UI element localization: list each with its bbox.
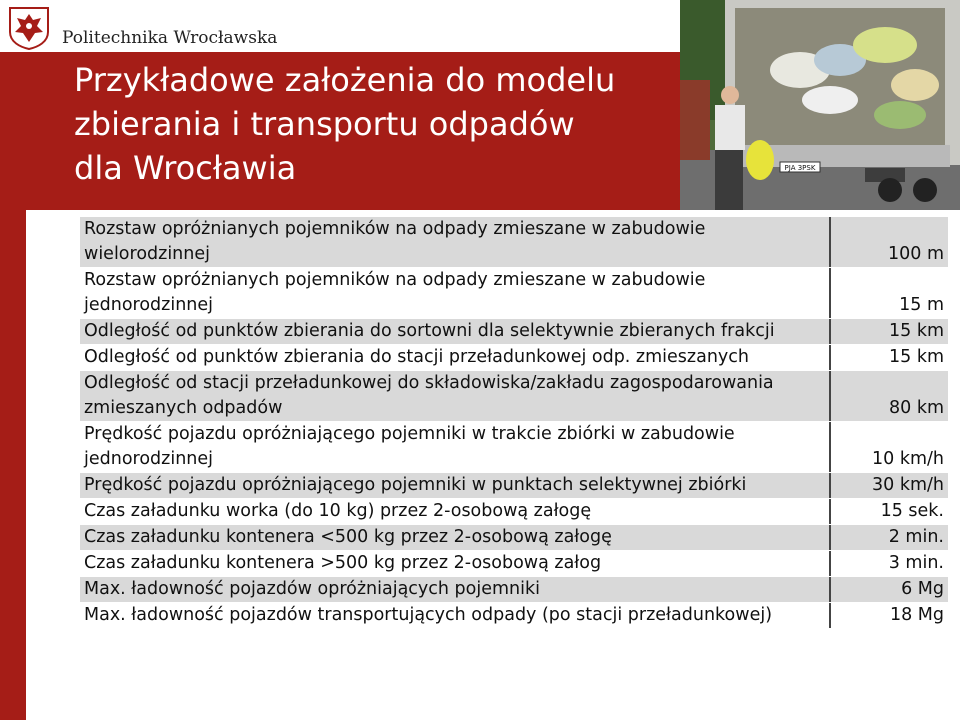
parameter-value: 2 min. xyxy=(829,525,948,550)
parameter-value: 100 m xyxy=(829,217,948,267)
table-row xyxy=(80,371,948,422)
assumptions-table xyxy=(80,217,948,629)
parameter-value: 15 sek. xyxy=(829,499,948,524)
parameter-label: Rozstaw opróżnianych pojemników na odpady zmieszane w zabudowie jednorodzinnej xyxy=(84,270,706,315)
table-row xyxy=(80,422,948,473)
parameter-value: 15 m xyxy=(829,268,948,318)
parameter-label: Odległość od punktów zbierania do stacji przeładunkowej odp. zmieszanych xyxy=(84,347,749,367)
parameter-label: Czas załadunku kontenera <500 kg przez 2-osobową załogę xyxy=(84,527,612,547)
table-row xyxy=(80,551,948,577)
parameter-value: 30 km/h xyxy=(829,473,948,498)
parameter-label: Prędkość pojazdu opróżniającego pojemniki w punktach selektywnej zbiórki xyxy=(84,475,747,495)
table-row xyxy=(80,319,948,345)
parameter-value: 15 km xyxy=(829,345,948,370)
parameter-label: Odległość od stacji przeładunkowej do składowiska/zakładu zagospodarowania zmieszanych odpadów xyxy=(84,373,774,418)
parameter-value: 15 km xyxy=(829,319,948,344)
parameter-label: Czas załadunku kontenera >500 kg przez 2-osobową załog xyxy=(84,553,602,573)
parameter-label: Max. ładowność pojazdów opróżniających pojemniki xyxy=(84,579,540,599)
title-line-3: dla Wrocławia xyxy=(74,149,297,187)
university-name: Politechnika Wrocławska xyxy=(62,28,278,48)
university-crest-logo xyxy=(8,6,50,50)
title-banner xyxy=(26,52,680,210)
parameter-label: Rozstaw opróżnianych pojemników na odpady zmieszane w zabudowie wielorodzinnej xyxy=(84,219,706,264)
title-line-1: Przykładowe założenia do modelu xyxy=(74,61,616,99)
parameter-label: Odległość od punktów zbierania do sortowni dla selektywnie zbieranych frakcji xyxy=(84,321,775,341)
garbage-truck-photo xyxy=(680,0,960,210)
parameter-value: 10 km/h xyxy=(829,422,948,472)
parameter-label: Prędkość pojazdu opróżniającego pojemniki w trakcie zbiórki w zabudowie jednorodzinnej xyxy=(84,424,735,469)
table-row xyxy=(80,217,948,268)
table-row xyxy=(80,268,948,319)
table-row xyxy=(80,603,948,629)
slide-title xyxy=(74,58,615,190)
parameter-value: 6 Mg xyxy=(829,577,948,602)
parameter-value: 80 km xyxy=(829,371,948,421)
title-line-2: zbierania i transportu odpadów xyxy=(74,105,575,143)
left-accent-bar xyxy=(0,52,26,720)
table-row xyxy=(80,577,948,603)
table-row xyxy=(80,473,948,499)
parameter-value: 3 min. xyxy=(829,551,948,576)
parameter-label: Czas załadunku worka (do 10 kg) przez 2-osobową załogę xyxy=(84,501,592,521)
table-row xyxy=(80,525,948,551)
table-row xyxy=(80,499,948,525)
parameter-label: Max. ładowność pojazdów transportujących odpady (po stacji przeładunkowej) xyxy=(84,605,773,625)
license-plate-text: PJA 3PSK xyxy=(784,164,816,172)
parameter-value: 18 Mg xyxy=(829,603,948,628)
table-row xyxy=(80,345,948,371)
